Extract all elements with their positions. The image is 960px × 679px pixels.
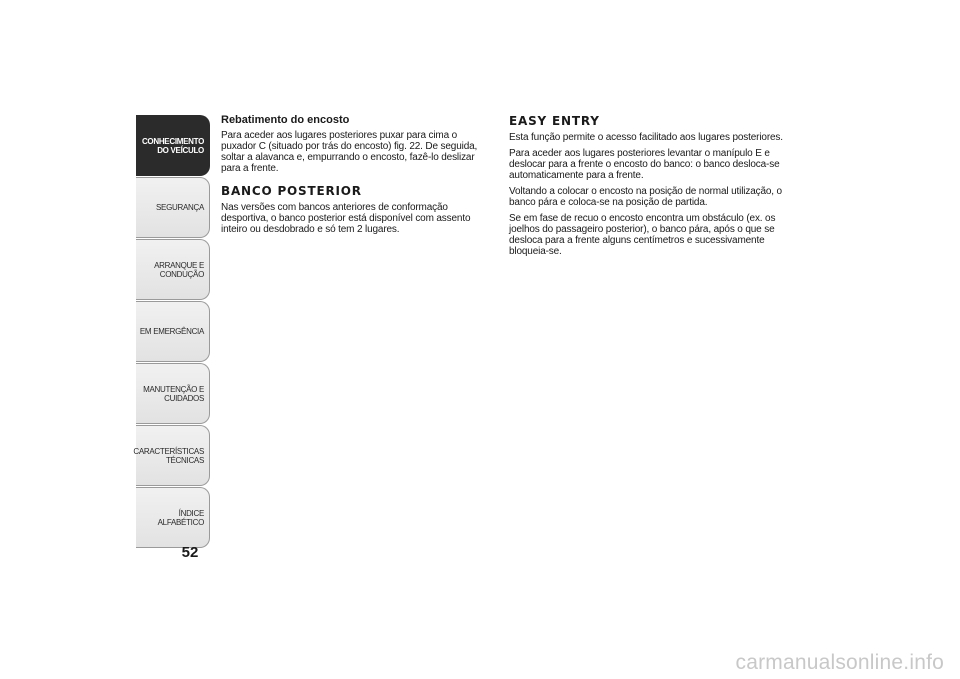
- tab-label: ÍNDICE ALFABÉTICO: [157, 508, 204, 527]
- tab-label: CARACTERÍSTICAS TÉCNICAS: [133, 446, 204, 465]
- left-column: [221, 114, 493, 240]
- tab-arranque-e-conducao[interactable]: [136, 239, 210, 300]
- tab-manutencao-e-cuidados[interactable]: [136, 363, 210, 424]
- tab-em-emergencia[interactable]: [136, 301, 210, 362]
- tab-conhecimento-do-veiculo[interactable]: [136, 115, 210, 176]
- tab-label: CONHECIMENTO DO VEÍCULO: [141, 136, 204, 155]
- tab-label: ARRANQUE E CONDUÇÃO: [154, 260, 204, 279]
- section-title-easy-entry: EASY ENTRY: [509, 114, 600, 128]
- subheading-rebatimento: Rebatimento do encosto: [221, 114, 350, 126]
- paragraph: Esta função permite o acesso facilitado aos lugares posteriores.: [509, 132, 783, 143]
- paragraph: Voltando a colocar o encosto na posição de normal utilização, o banco pára e coloca-se na posição de partida.: [509, 186, 782, 208]
- tab-indice-alfabetico[interactable]: [136, 487, 210, 548]
- tab-label: SEGURANÇA: [156, 203, 204, 212]
- paragraph: Nas versões com bancos anteriores de conformação desportiva, o banco posterior está disponível com assento inteiro ou desdobrado e só tem 2 lugares.: [221, 202, 471, 235]
- paragraph: Se em fase de recuo o encosto encontra um obstáculo (ex. os joelhos do passageiro posterior), o banco pára, após o que se desloca para a frente alguns centímetros e sucessivamente bloqueia-se.: [509, 213, 776, 257]
- page-number: 52: [181, 544, 199, 561]
- watermark: carmanualsonline.info: [735, 651, 944, 674]
- tab-label: MANUTENÇÃO E CUIDADOS: [143, 384, 204, 403]
- paragraph: Para aceder aos lugares posteriores puxar para cima o puxador C (situado por trás do encosto) fig. 22. De seguida, soltar a alavanca e, empurrando o encosto, fazê-lo deslizar para a frente.: [221, 130, 478, 174]
- tab-label: EM EMERGÊNCIA: [139, 327, 204, 336]
- section-title-banco-posterior: BANCO POSTERIOR: [221, 184, 362, 198]
- right-column: [509, 114, 789, 262]
- tab-caracteristicas-tecnicas[interactable]: [133, 425, 210, 486]
- paragraph: Para aceder aos lugares posteriores levantar o manípulo E e deslocar para a frente o encosto do banco: o banco desloca-se automaticamente para a frente.: [509, 148, 780, 181]
- tab-seguranca[interactable]: [136, 177, 210, 238]
